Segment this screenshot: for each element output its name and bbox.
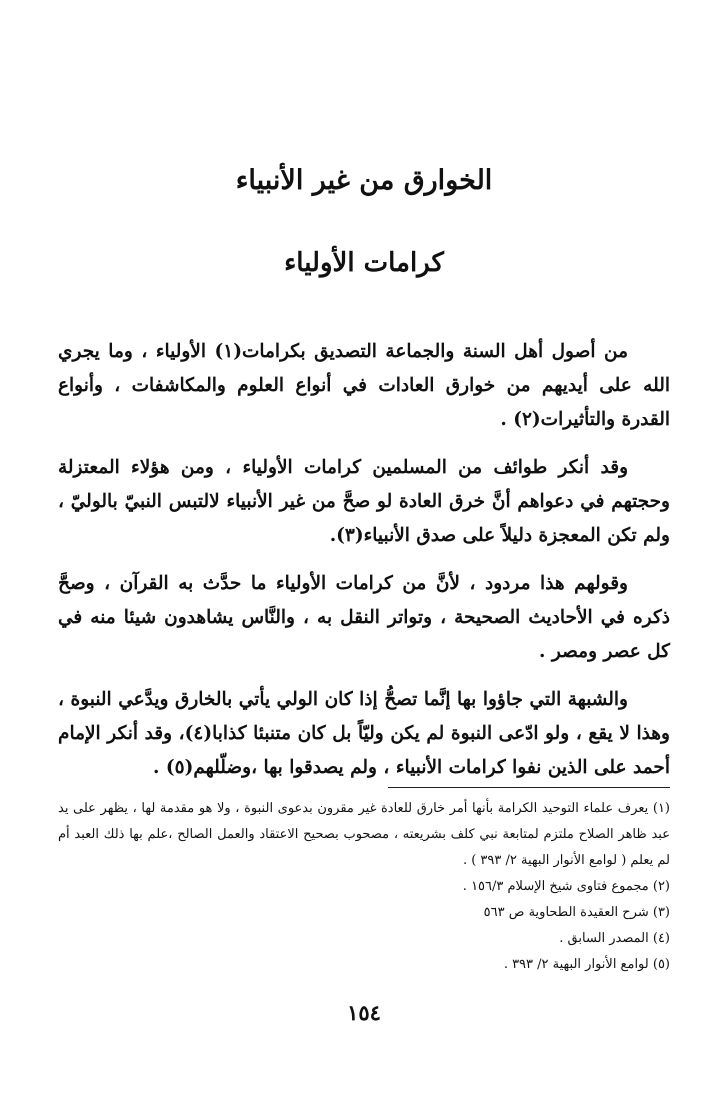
page-title: الخوارق من غير الأنبياء — [235, 165, 493, 196]
footnote: (٢) مجموع فتاوى شيخ الإسلام ١٥٦/٣ . — [462, 879, 670, 894]
footnotes — [58, 796, 670, 978]
paragraph: والشبهة التي جاؤوا بها إنَّما تصحُّ إذا كان الولي يأتي بالخارق ويدَّعي النبوة ، وهذا لا يقع ، ولو ادّعى النبوة لم يكن وليّاً بل كان متنبئا كذابا(٤)، وقد أنكر الإمام أحمد على الذين نفوا كرامات الأنبياء ، ولم يصدقوا بها ،وضلّلهم(٥) . — [58, 689, 670, 778]
paragraph: وقولهم هذا مردود ، لأنَّ من كرامات الأولياء ما حدَّث به القرآن ، وصحَّ ذكره في الأحاديث الصحيحة ، وتواتر النقل به ، والنَّاس يشاهدون شيئا منه في كل عصر ومصر . — [58, 573, 670, 662]
footnote: (١) يعرف علماء التوحيد الكرامة بأنها أمر خارق للعادة غير مقرون بدعوى النبوة ، ولا هو مقدمة لها ، يظهر على يد عبد ظاهر الصلاح ملتزم لمتابعة نبي كلف بشريعته ، مصحوب بصحيح الاعتقاد والعمل الصالح ،علم بها ذلك العبد أم لم يعلم ( لوامع الأنوار البهية ٢/ ٣٩٣ ) . — [58, 801, 670, 868]
paragraph: من أصول أهل السنة والجماعة التصديق بكرامات(١) الأولياء ، وما يجري الله على أيديهم من خوارق العادات في أنواع العلوم والمكاشفات ، وأنواع القدرة والتأثيرات(٢) . — [58, 341, 670, 430]
body-text — [58, 335, 670, 799]
book-page — [58, 0, 670, 1095]
footnote-divider — [388, 787, 670, 788]
footnote: (٥) لوامع الأنوار البهية ٢/ ٣٩٣ . — [503, 957, 670, 972]
paragraph: وقد أنكر طوائف من المسلمين كرامات الأولياء ، ومن هؤلاء المعتزلة وحجتهم في دعواهم أنَّ خرق العادة لو صحَّ من غير الأنبياء لالتبس النبيّ بالوليّ ، ولم تكن المعجزة دليلاً على صدق الأنبياء(٣). — [58, 457, 670, 546]
section-title: كرامات الأولياء — [284, 248, 444, 278]
footnote: (٣) شرح العقيدة الطحاوية ص ٥٦٣ — [483, 905, 670, 920]
page-number: ١٥٤ — [347, 1000, 381, 1025]
footnote: (٤) المصدر السابق . — [559, 931, 670, 946]
